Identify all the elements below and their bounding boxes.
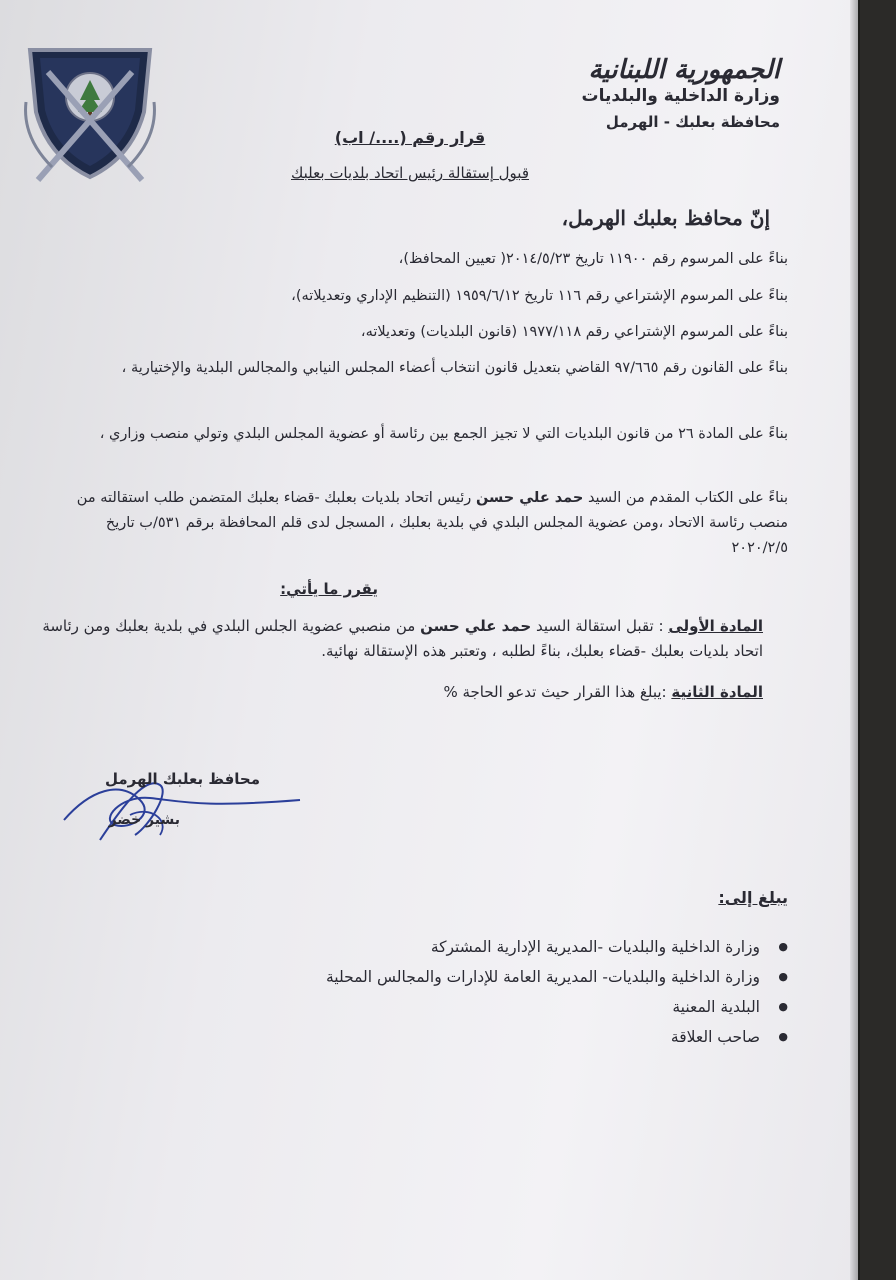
- letterhead: [560, 55, 780, 137]
- signer-title: محافظ بعلبك الهرمل: [104, 770, 260, 788]
- recital-letter: [68, 486, 788, 561]
- decision-subject: قبول إستقالة رئيس اتحاد بلديات بعلبك: [291, 164, 529, 182]
- recital-1: بناءً على المرسوم رقم ١١٩٠٠ تاريخ ٢٠١٤/٥/٢٣( تعيين المحافظ)،: [398, 251, 788, 267]
- opener-line: إنّ محافظ بعلبك الهرمل،: [561, 206, 770, 230]
- ministry-title: وزارة الداخلية والبلديات: [581, 86, 780, 106]
- article-2: [63, 680, 763, 705]
- article-2-label: المادة الثانية: [671, 683, 763, 701]
- person-name: حمد علي حسن: [475, 490, 584, 506]
- recital-4: بناءً على القانون رقم ٩٧/٦٦٥ القاضي بتعديل قانون انتخاب أعضاء المجلس النيابي والمجالس البلدية والإختيارية ،: [121, 360, 788, 376]
- notify-heading: يبلغ إلى:: [718, 888, 788, 907]
- page-edge-shadow: [850, 0, 860, 1280]
- letter-suffix: رئيس اتحاد بلديات بعلبك -قضاء بعلبك المتضمن طلب استقالته من منصب رئاسة الاتحاد ،ومن عضوية المجلس البلدي في بلدية بعلبك ، المسجل لدى قلم المحافظة برقم ٥٣١/ب تاريخ ٢٠٢٠/٢/٥: [76, 490, 788, 556]
- security-emblem-logo: [22, 42, 158, 187]
- notify-list: [188, 932, 788, 1052]
- signature-block: [60, 770, 320, 845]
- letter-prefix: بناءً على الكتاب المقدم من السيد: [587, 490, 788, 506]
- list-item: ● وزارة الداخلية والبلديات -المديرية الإدارية المشتركة: [188, 932, 788, 962]
- recital-3: بناءً على المرسوم الإشتراعي رقم ١٩٧٧/١١٨ (قانون البلديات) وتعديلاته،: [360, 324, 788, 340]
- recital-2: بناءً على المرسوم الإشتراعي رقم ١١٦ تاريخ ١٩٥٩/٦/١٢ (التنظيم الإداري وتعديلاته)،: [291, 288, 788, 304]
- resolution-heading: يقرر ما يأتي:: [280, 580, 378, 598]
- article-1-name: حمد علي حسن: [420, 617, 532, 635]
- article-1: [23, 614, 763, 664]
- signer-name: بشير خضر: [108, 812, 180, 828]
- list-item: ● وزارة الداخلية والبلديات- المديرية العامة للإدارات والمجالس المحلية: [188, 962, 788, 992]
- recital-5: بناءً على المادة ٢٦ من قانون البلديات التي لا تجيز الجمع بين رئاسة أو عضوية المجلس البلدي وتولي منصب وزاري ،: [99, 426, 788, 442]
- republic-title: الجمهورية اللبنانية: [588, 55, 780, 85]
- article-1-prefix: : تقبل استقالة السيد: [535, 617, 664, 635]
- article-1-label: المادة الأولى: [668, 617, 763, 635]
- article-1-suffix: من منصبي عضوية الجلس البلدي في بلدية بعلبك ومن رئاسة اتحاد بلديات بعلبك -قضاء بعلبك، بناءً لطلبه ، وتعتبر هذه الإستقالة نهائية.: [42, 617, 763, 660]
- decision-number: قرار رقم (..../ اب): [334, 128, 486, 147]
- governorate-title: محافظة بعلبك - الهرمل: [605, 113, 780, 131]
- list-item: ● البلدية المعنية: [188, 992, 788, 1022]
- list-item: ● صاحب العلاقة: [188, 1022, 788, 1052]
- article-2-text: :يبلغ هذا القرار حيث تدعو الحاجة %: [443, 683, 667, 701]
